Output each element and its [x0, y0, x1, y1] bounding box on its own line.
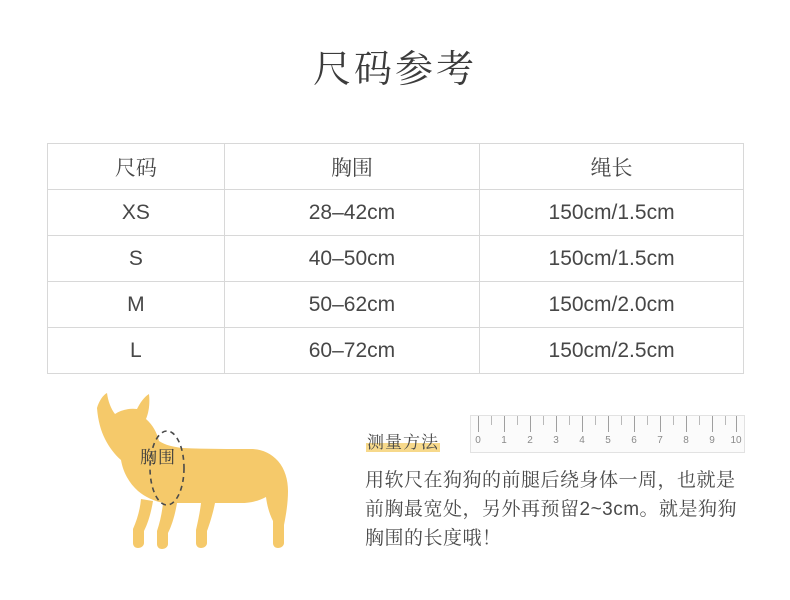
ruler-tick-label: 6	[631, 435, 637, 446]
ruler-tick-label: 2	[527, 435, 533, 446]
table-row	[48, 236, 744, 282]
measurement-description: 用软尺在狗狗的前腿后绕身体一周，也就是前胸最宽处，另外再预留2~3cm。就是狗狗胸围的长度哦！	[365, 470, 738, 549]
ruler-tick-label: 8	[683, 435, 689, 446]
measurement-method-label	[366, 428, 440, 454]
ruler-tick-label: 5	[605, 435, 611, 446]
ruler-tick-label: 10	[730, 435, 742, 446]
table-cell-chest: 60–72cm	[224, 328, 479, 374]
table-row	[48, 328, 744, 374]
table-cell-leash: 150cm/2.0cm	[480, 282, 744, 328]
dog-silhouette	[97, 393, 288, 549]
ruler-graphic	[470, 415, 745, 453]
table-cell-leash: 150cm/1.5cm	[480, 236, 744, 282]
table-cell-leash: 150cm/2.5cm	[480, 328, 744, 374]
table-cell-size: S	[48, 236, 225, 282]
measurement-method-text: 测量方法	[367, 433, 439, 452]
table-row	[48, 282, 744, 328]
size-table	[47, 143, 744, 374]
table-header-cell-size: 尺码	[48, 144, 225, 190]
table-cell-leash: 150cm/1.5cm	[480, 190, 744, 236]
ruler-tick-label: 3	[553, 435, 559, 446]
table-cell-size: M	[48, 282, 225, 328]
table-cell-chest: 28–42cm	[224, 190, 479, 236]
page-title: 尺码参考	[312, 49, 477, 91]
ruler-tick-label: 4	[579, 435, 585, 446]
table-row	[48, 190, 744, 236]
ruler-tick-label: 9	[709, 435, 715, 446]
ruler-tick-label: 0	[475, 435, 481, 446]
chest-girth-label: 胸围	[140, 448, 176, 467]
table-header-row	[48, 144, 744, 190]
table-header-cell-chest: 胸围	[224, 144, 479, 190]
table-cell-chest: 50–62cm	[224, 282, 479, 328]
ruler-tick-label: 7	[657, 435, 663, 446]
table-cell-chest: 40–50cm	[224, 236, 479, 282]
table-cell-size: L	[48, 328, 225, 374]
ruler-tick-label: 1	[501, 435, 507, 446]
dog-illustration	[45, 383, 345, 558]
table-header-cell-leash: 绳长	[480, 144, 744, 190]
table-cell-size: XS	[48, 190, 225, 236]
